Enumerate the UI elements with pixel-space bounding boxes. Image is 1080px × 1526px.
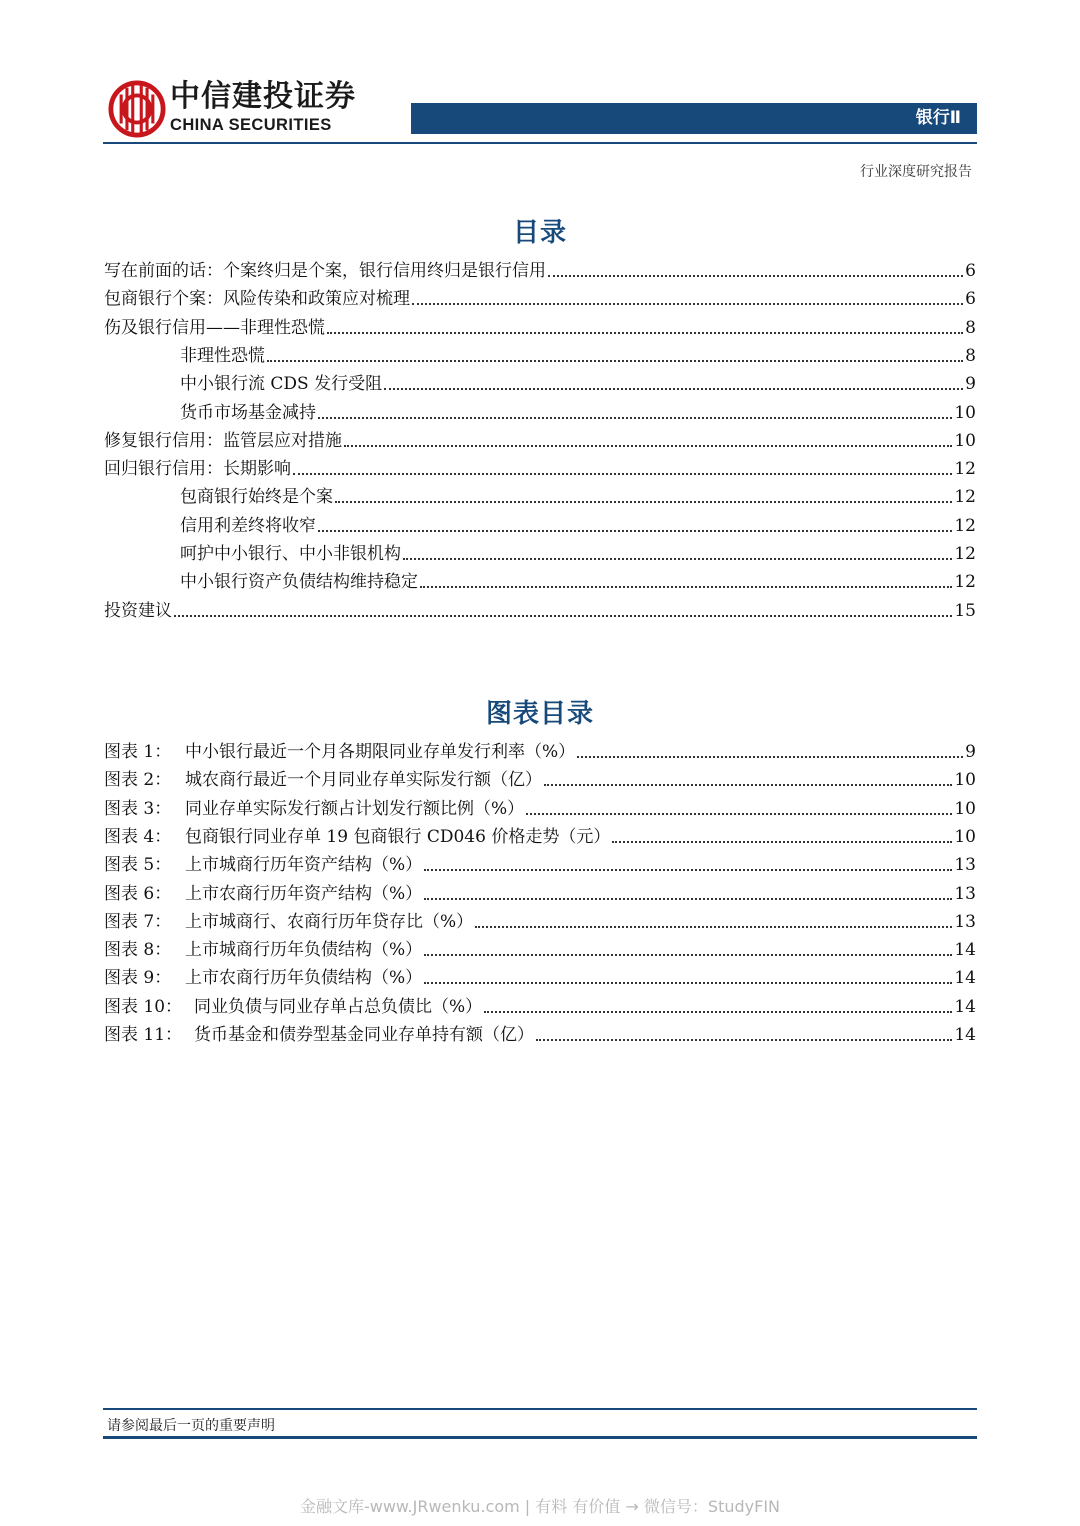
toc-entry[interactable] [180, 484, 976, 508]
toc-entry[interactable] [180, 371, 976, 395]
toc-entry-page: 8 [965, 317, 976, 338]
dot-leader [412, 303, 963, 305]
figure-entry-number: 图表 10： [104, 996, 183, 1017]
figure-entry-label: 货币基金和债券型基金同业存单持有额（亿） [194, 1025, 534, 1045]
figure-entry-label: 同业存单实际发行额占计划发行额比例（%） [185, 798, 525, 819]
toc-entry-page: 8 [965, 345, 976, 366]
toc-entry[interactable] [180, 343, 976, 367]
figure-entry[interactable] [104, 1022, 976, 1046]
toc-entry-label: 包商银行个案：风险传染和政策应对梳理 [104, 289, 410, 310]
figure-entry-number: 图表 4： [104, 826, 172, 847]
figure-entry[interactable] [104, 767, 976, 791]
figure-entry-label: 包商银行同业存单 19 包商银行 CD046 价格走势（元） [185, 826, 611, 847]
toc-entry-page: 10 [954, 430, 976, 451]
dot-leader [384, 388, 963, 390]
figure-entry-number: 图表 9： [104, 968, 172, 989]
dot-leader [424, 898, 952, 900]
figure-entry-label: 中小银行最近一个月各期限同业存单发行利率（%） [185, 742, 576, 762]
toc-entry-label: 非理性恐慌 [180, 345, 265, 366]
toc-entry-page: 12 [954, 572, 976, 593]
dot-leader [548, 275, 963, 277]
toc-entry-label: 回归银行信用：长期影响 [104, 459, 291, 480]
dot-leader [267, 360, 963, 362]
watermark-text: 金融文库-www.JRwenku.com | 有料 有价值 → 微信号：StudyFIN [299, 1497, 781, 1516]
header-divider [103, 142, 977, 144]
figure-entry-number: 图表 1： [104, 742, 172, 762]
toc-entry-page: 12 [954, 487, 976, 508]
dot-leader [544, 784, 952, 786]
toc-entry-label: 写在前面的话：个案终归是个案，银行信用终归是银行信用 [104, 261, 546, 281]
dot-leader [174, 615, 952, 617]
figure-entry-label: 上市农商行历年资产结构（%） [185, 883, 423, 904]
company-logo-icon [108, 80, 166, 138]
toc-entry[interactable] [104, 258, 976, 282]
toc-entry-label: 投资建议 [104, 600, 172, 621]
figure-entry[interactable] [104, 994, 976, 1018]
figure-entry-label: 上市农商行历年负债结构（%） [185, 968, 423, 989]
figure-entry-label: 上市城商行历年资产结构（%） [185, 855, 423, 876]
toc-entry-page: 6 [965, 289, 976, 310]
toc-entry[interactable] [180, 569, 976, 593]
toc-entry[interactable] [104, 286, 976, 310]
dot-leader [420, 586, 952, 588]
toc-entry[interactable] [180, 541, 976, 565]
dot-leader [335, 501, 952, 503]
toc-entry-label: 包商银行始终是个案 [180, 487, 333, 508]
figure-entry-page: 14 [954, 940, 976, 961]
dot-leader [484, 1011, 952, 1013]
figure-entry-number: 图表 6： [104, 883, 172, 904]
figure-entry-page: 14 [954, 996, 976, 1017]
figure-entry-number: 图表 7： [104, 911, 172, 932]
report-type-label: 行业深度研究报告 [860, 164, 972, 180]
figure-entry[interactable] [104, 739, 976, 763]
figure-list-title: 图表目录 [485, 699, 594, 729]
figure-entry[interactable] [104, 937, 976, 961]
figure-entry-label: 城农商行最近一个月同业存单实际发行额（亿） [185, 770, 542, 791]
dot-leader [403, 558, 952, 560]
figure-entry-number: 图表 11： [104, 1025, 183, 1045]
figure-entry[interactable] [104, 881, 976, 905]
figure-entry-number: 图表 8： [104, 940, 172, 961]
toc-entry-page: 12 [954, 544, 976, 564]
toc-entry[interactable] [104, 315, 976, 339]
figure-entry-page: 10 [954, 770, 976, 791]
figure-entry-label: 上市城商行、农商行历年贷存比（%） [185, 911, 474, 932]
dot-leader [424, 954, 952, 956]
toc-entry-label: 中小银行资产负债结构维持稳定 [180, 572, 418, 593]
dot-leader [344, 445, 952, 447]
figure-entry-page: 14 [954, 968, 976, 989]
company-name-en: CHINA SECURITIES [170, 116, 332, 134]
figure-entry-label: 同业负债与同业存单占总负债比（%） [194, 996, 483, 1017]
figure-entry-page: 13 [954, 911, 976, 932]
toc-entry-label: 信用利差终将收窄 [180, 515, 316, 536]
toc-entry-page: 9 [965, 374, 976, 395]
figure-entry[interactable] [104, 965, 976, 989]
toc-entry[interactable] [104, 428, 976, 452]
dot-leader [526, 813, 952, 815]
figure-entry[interactable] [104, 796, 976, 820]
figure-entry-page: 13 [954, 855, 976, 876]
figure-entry[interactable] [104, 852, 976, 876]
dot-leader [424, 982, 952, 984]
toc-entry[interactable] [104, 456, 976, 480]
toc-entry-label: 货币市场基金减持 [180, 402, 316, 423]
dot-leader [475, 926, 952, 928]
footer-divider-top [103, 1408, 977, 1410]
toc-entry[interactable] [180, 513, 976, 537]
dot-leader [318, 530, 952, 532]
footer-disclaimer: 请参阅最后一页的重要声明 [107, 1418, 275, 1434]
dot-leader [577, 756, 963, 758]
figure-entry-page: 14 [954, 1025, 976, 1045]
figure-entry-page: 9 [965, 742, 976, 762]
sector-tag: 银行Ⅱ [915, 108, 961, 128]
toc-entry[interactable] [180, 400, 976, 424]
toc-title: 目录 [512, 218, 567, 248]
dot-leader [327, 332, 963, 334]
dot-leader [424, 869, 952, 871]
dot-leader [318, 417, 952, 419]
figure-entry-number: 图表 2： [104, 770, 172, 791]
toc-entry[interactable] [104, 598, 976, 622]
toc-entry-label: 呵护中小银行、中小非银机构 [180, 544, 401, 564]
company-name-cn: 中信建投证券 [170, 79, 356, 114]
toc-entry-page: 12 [954, 459, 976, 480]
figure-entry[interactable] [104, 909, 976, 933]
header-bar [411, 103, 977, 134]
figure-entry-number: 图表 3： [104, 798, 172, 819]
figure-entry-label: 上市城商行历年负债结构（%） [185, 940, 423, 961]
toc-entry-label: 伤及银行信用——非理性恐慌 [104, 317, 325, 338]
toc-entry-page: 10 [954, 402, 976, 423]
toc-entry-page: 15 [954, 600, 976, 621]
footer-divider-bottom [103, 1436, 977, 1439]
figure-entry-page: 10 [954, 798, 976, 819]
dot-leader [612, 841, 952, 843]
figure-entry-page: 13 [954, 883, 976, 904]
dot-leader [536, 1039, 952, 1041]
toc-entry-label: 修复银行信用：监管层应对措施 [104, 430, 342, 451]
figure-entry[interactable] [104, 824, 976, 848]
toc-entry-page: 6 [965, 261, 976, 281]
dot-leader [293, 473, 952, 475]
toc-entry-label: 中小银行流 CDS 发行受阻 [180, 374, 383, 395]
toc-entry-page: 12 [954, 515, 976, 536]
figure-entry-page: 10 [954, 826, 976, 847]
figure-entry-number: 图表 5： [104, 855, 172, 876]
